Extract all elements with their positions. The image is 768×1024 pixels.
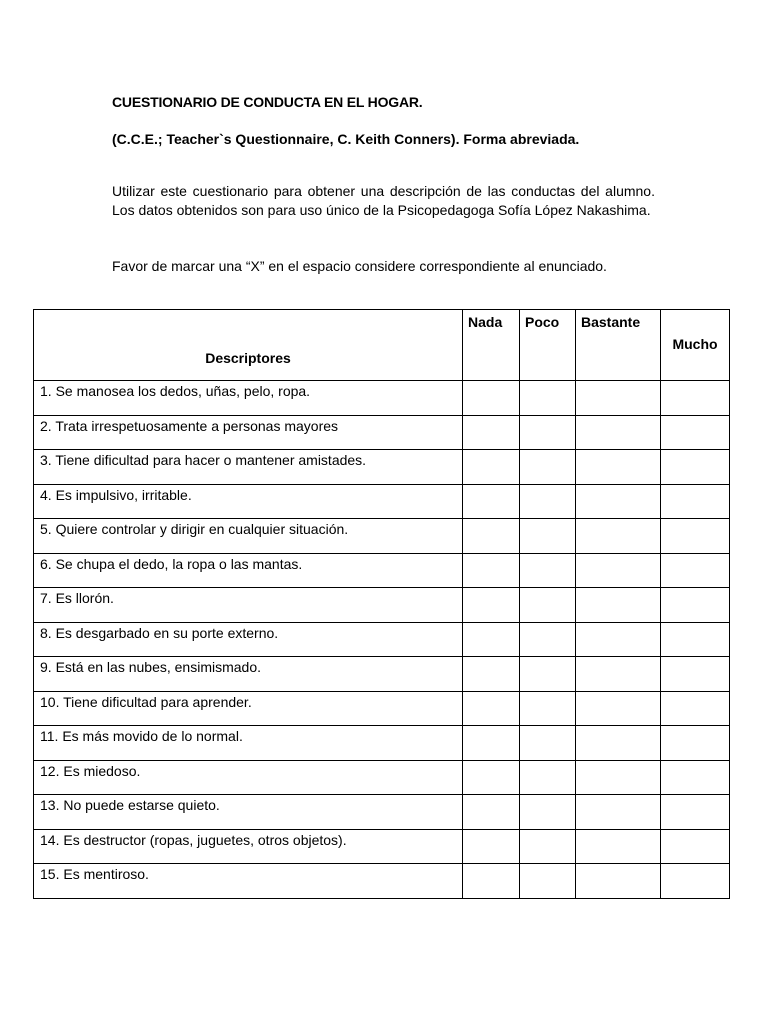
table-row [34,864,730,899]
mark-cell-poco[interactable] [520,657,576,692]
mark-cell-mucho[interactable] [661,726,730,761]
mark-cell-poco[interactable] [520,622,576,657]
mark-cell-poco[interactable] [520,519,576,554]
table-row [34,829,730,864]
mark-cell-bastante[interactable] [576,415,661,450]
header-poco: Poco [520,310,576,381]
mark-cell-mucho[interactable] [661,622,730,657]
mark-cell-nada[interactable] [463,795,520,830]
mark-cell-bastante[interactable] [576,622,661,657]
table-row [34,657,730,692]
header-nada: Nada [463,310,520,381]
descriptor-cell: 14. Es destructor (ropas, juguetes, otros objetos). [34,829,463,864]
table-row [34,726,730,761]
descriptor-cell: 1. Se manosea los dedos, uñas, pelo, ropa. [34,381,463,416]
mark-cell-poco[interactable] [520,795,576,830]
descriptor-cell: 2. Trata irrespetuosamente a personas mayores [34,415,463,450]
table-row [34,484,730,519]
mark-cell-mucho[interactable] [661,519,730,554]
mark-cell-mucho[interactable] [661,864,730,899]
descriptor-cell: 5. Quiere controlar y dirigir en cualquier situación. [34,519,463,554]
mark-cell-bastante[interactable] [576,519,661,554]
mark-cell-bastante[interactable] [576,657,661,692]
mark-cell-nada[interactable] [463,864,520,899]
mark-cell-nada[interactable] [463,691,520,726]
mark-cell-mucho[interactable] [661,795,730,830]
mark-cell-bastante[interactable] [576,553,661,588]
mark-cell-bastante[interactable] [576,381,661,416]
table-row [34,450,730,485]
mark-cell-bastante[interactable] [576,726,661,761]
mark-cell-bastante[interactable] [576,450,661,485]
mark-cell-poco[interactable] [520,553,576,588]
mark-cell-poco[interactable] [520,691,576,726]
mark-cell-mucho[interactable] [661,450,730,485]
header-row [34,310,730,381]
mark-cell-nada[interactable] [463,588,520,623]
mark-cell-poco[interactable] [520,588,576,623]
mark-cell-poco[interactable] [520,760,576,795]
mark-cell-nada[interactable] [463,415,520,450]
mark-cell-nada[interactable] [463,726,520,761]
mark-cell-poco[interactable] [520,864,576,899]
mark-cell-nada[interactable] [463,553,520,588]
table-row [34,588,730,623]
table-row [34,553,730,588]
mark-cell-nada[interactable] [463,381,520,416]
mark-cell-bastante[interactable] [576,864,661,899]
questionnaire-table [33,309,730,899]
descriptor-cell: 12. Es miedoso. [34,760,463,795]
mark-cell-bastante[interactable] [576,760,661,795]
descriptor-cell: 10. Tiene dificultad para aprender. [34,691,463,726]
table-row [34,622,730,657]
document-subtitle: (C.C.E.; Teacher`s Questionnaire, C. Keith Conners). Forma abreviada. [112,131,580,147]
mark-cell-nada[interactable] [463,450,520,485]
mark-cell-nada[interactable] [463,829,520,864]
mark-cell-poco[interactable] [520,415,576,450]
mark-cell-mucho[interactable] [661,657,730,692]
mark-cell-nada[interactable] [463,519,520,554]
table-row [34,415,730,450]
mark-cell-bastante[interactable] [576,829,661,864]
table-row [34,795,730,830]
mark-cell-poco[interactable] [520,726,576,761]
descriptor-cell: 11. Es más movido de lo normal. [34,726,463,761]
table-row [34,760,730,795]
mark-cell-nada[interactable] [463,484,520,519]
descriptor-cell: 13. No puede estarse quieto. [34,795,463,830]
mark-cell-mucho[interactable] [661,829,730,864]
mark-cell-poco[interactable] [520,484,576,519]
intro-paragraph: Utilizar este cuestionario para obtener una descripción de las conductas del alumno. Los datos obtenidos son para uso único de la Psicopedagoga Sofía López Nakashima. [112,183,655,218]
mark-cell-mucho[interactable] [661,760,730,795]
mark-cell-bastante[interactable] [576,795,661,830]
mark-cell-poco[interactable] [520,829,576,864]
mark-cell-nada[interactable] [463,760,520,795]
descriptor-cell: 3. Tiene dificultad para hacer o mantener amistades. [34,450,463,485]
table-row [34,691,730,726]
descriptor-cell: 4. Es impulsivo, irritable. [34,484,463,519]
mark-cell-mucho[interactable] [661,484,730,519]
descriptor-cell: 8. Es desgarbado en su porte externo. [34,622,463,657]
mark-cell-bastante[interactable] [576,691,661,726]
mark-cell-poco[interactable] [520,381,576,416]
table-row [34,519,730,554]
mark-cell-bastante[interactable] [576,588,661,623]
mark-cell-poco[interactable] [520,450,576,485]
header-bastante: Bastante [576,310,661,381]
mark-cell-nada[interactable] [463,657,520,692]
instruction-paragraph: Favor de marcar una “X” en el espacio considere correspondiente al enunciado. [112,258,607,274]
header-descriptors: Descriptores [34,310,463,381]
items-body [34,381,730,899]
header-mucho: Mucho [661,310,730,381]
mark-cell-nada[interactable] [463,622,520,657]
descriptor-cell: 7. Es llorón. [34,588,463,623]
descriptor-cell: 15. Es mentiroso. [34,864,463,899]
mark-cell-mucho[interactable] [661,553,730,588]
mark-cell-bastante[interactable] [576,484,661,519]
mark-cell-mucho[interactable] [661,588,730,623]
descriptor-cell: 6. Se chupa el dedo, la ropa o las mantas. [34,553,463,588]
document-title: CUESTIONARIO DE CONDUCTA EN EL HOGAR. [112,94,423,110]
mark-cell-mucho[interactable] [661,415,730,450]
mark-cell-mucho[interactable] [661,691,730,726]
descriptor-cell: 9. Está en las nubes, ensimismado. [34,657,463,692]
mark-cell-mucho[interactable] [661,381,730,416]
table-row [34,381,730,416]
